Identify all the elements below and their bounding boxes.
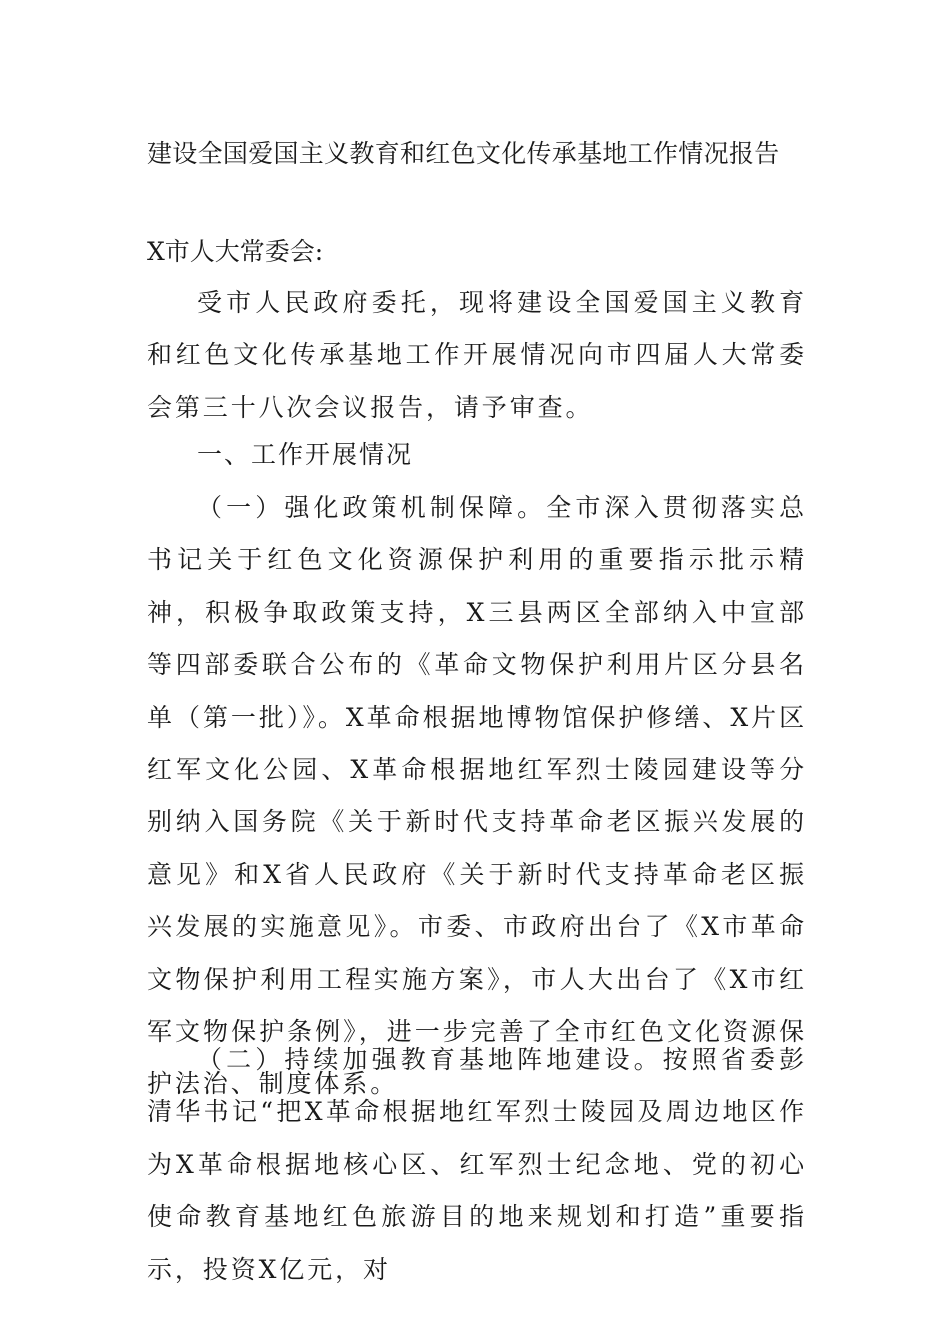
document-title: 建设全国爱国主义教育和红色文化传承基地工作情况报告 [147, 139, 780, 168]
salutation: X市人大常委会: [147, 237, 324, 266]
item-2-paragraph: （二）持续加强教育基地阵地建设。按照省委彭清华书记“把X革命根据地红军烈士陵园及周边地区作为X革命根据地核心区、红军烈士纪念地、党的初心使命教育基地红色旅游目的地来规划和打造”重要指示，投资X亿元，对 [147, 1045, 807, 1284]
section-heading: 一、工作开展情况 [197, 440, 414, 469]
intro-paragraph: 受市人民政府委托，现将建设全国爱国主义教育和红色文化传承基地工作开展情况向市四届人大常委会第三十八次会议报告，请予审查。 [147, 288, 807, 422]
item-1-paragraph: （一）强化政策机制保障。全市深入贯彻落实总书记关于红色文化资源保护利用的重要指示批示精神，积极争取政策支持，X三县两区全部纳入中宣部等四部委联合公布的《革命文物保护利用片区分县名单（第一批）》。X革命根据地博物馆保护修缮、X片区红军文化公园、X革命根据地红军烈士陵园建设等分别纳入国务院《关于新时代支持革命老区振兴发展的意见》和X省人民政府《关于新时代支持革命老区振兴发展的实施意见》。市委、市政府出台了《X市革命文物保护利用工程实施方案》，市人大出台了《X市红军文物保护条例》，进一步完善了全市红色文化资源保护法治、制度体系。 [147, 493, 807, 1099]
